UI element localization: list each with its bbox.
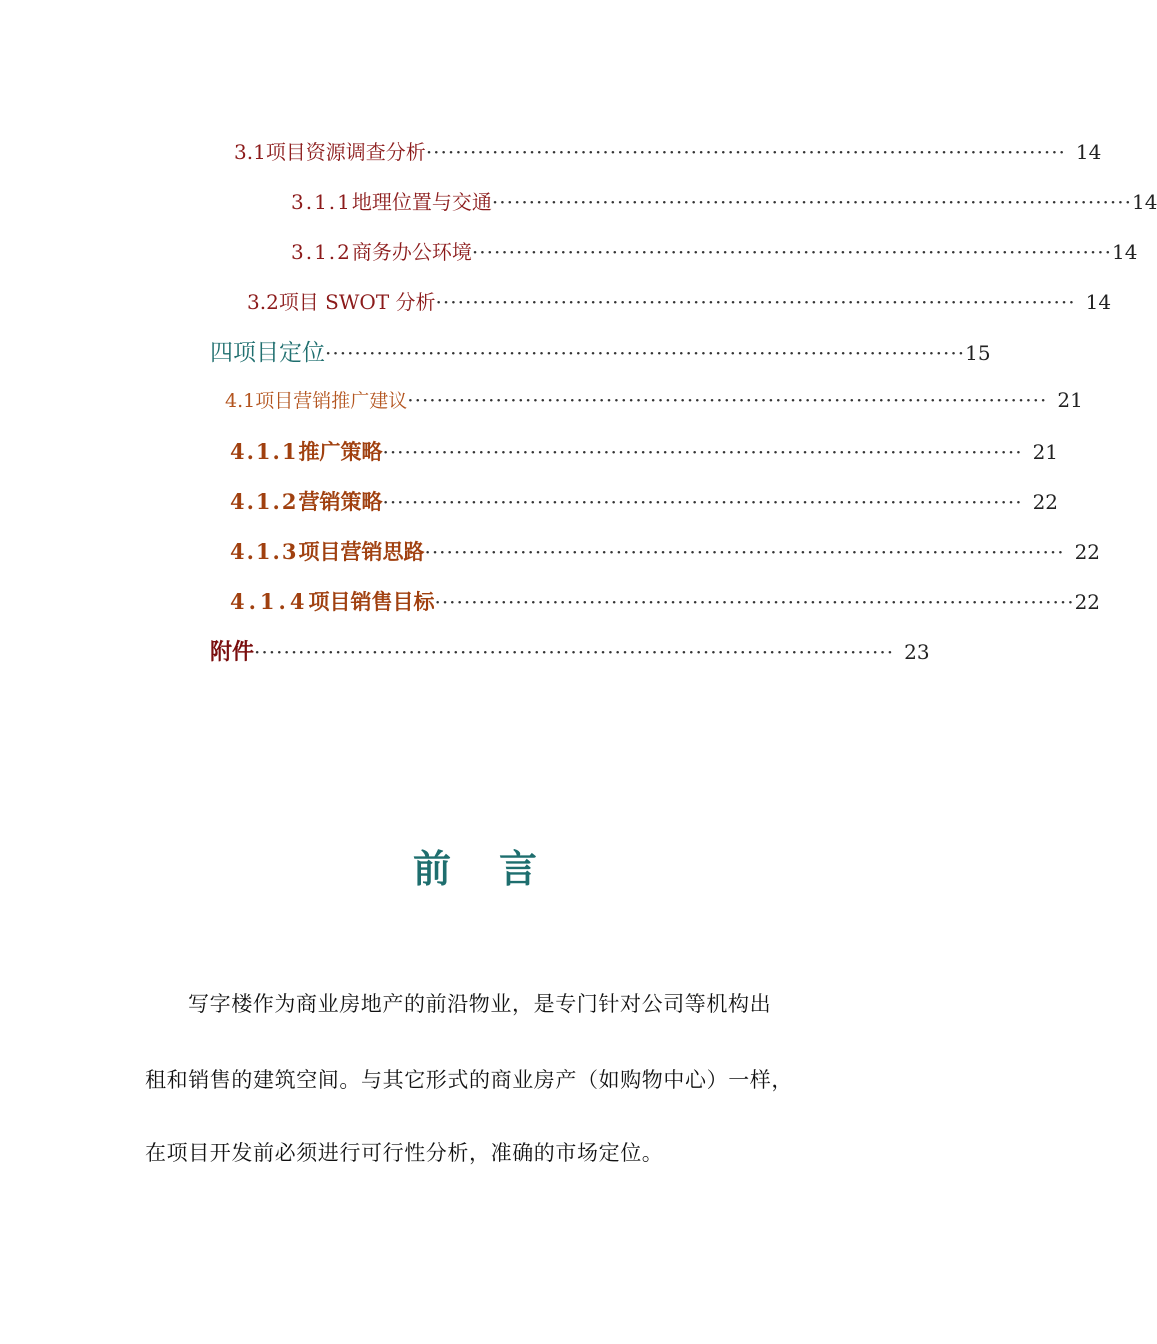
toc-title: 营销策略 [298, 489, 383, 514]
toc-leader: ······················································································· [471, 240, 1112, 264]
toc-number: 4.1.4 [230, 589, 309, 614]
toc-entry-4-1[interactable] [225, 386, 1083, 413]
toc-number: 4.1 [225, 390, 256, 412]
toc-leader: ······················································································· [325, 341, 966, 365]
toc-leader: ······················································································· [382, 440, 1023, 464]
preface-heading: 前言 [412, 846, 585, 891]
toc-entry-4-1-1[interactable] [230, 436, 1059, 466]
preface-line-2: 租和销售的建筑空间。与其它形式的商业房产（如购物中心）一样， [145, 1068, 793, 1092]
toc-leader: ······················································································· [491, 190, 1132, 214]
toc-page-number: 22 [1074, 590, 1101, 614]
toc-number: 3.1.2 [291, 240, 352, 264]
preface-line-3: 在项目开发前必须进行可行性分析，准确的市场定位。 [145, 1141, 664, 1165]
toc-title: 项目营销推广建议 [255, 390, 408, 412]
toc-entry-appendix[interactable] [210, 635, 930, 666]
toc-number: 四 [210, 340, 233, 366]
toc-title: 项目销售目标 [308, 589, 435, 614]
toc-number: 3.2 [247, 290, 279, 314]
toc-entry-3-2[interactable] [247, 286, 1112, 315]
toc-number: 3.1 [234, 140, 266, 164]
toc-title: 项目营销思路 [298, 539, 425, 564]
toc-page-number: 15 [965, 341, 991, 365]
toc-leader: ······················································································· [407, 388, 1048, 412]
toc-title: 项目定位 [233, 340, 325, 366]
toc-number: 4.1.1 [230, 439, 299, 464]
toc-page-number: 22 [1074, 540, 1101, 564]
toc-page-number: 21 [1057, 388, 1083, 412]
toc-entry-3-1-1[interactable] [291, 186, 1157, 215]
toc-leader: ······················································································· [254, 640, 895, 664]
toc-title: 地理位置与交通 [351, 190, 492, 214]
toc-leader: ······················································································· [382, 490, 1023, 514]
toc-leader: ······················································································· [425, 140, 1066, 164]
toc-leader: ······················································································· [434, 590, 1075, 614]
toc-page-number: 14 [1112, 240, 1138, 264]
toc-page-number: 14 [1085, 290, 1112, 314]
toc-entry-chapter-4[interactable] [210, 334, 991, 367]
toc-title: 商务办公环境 [351, 240, 472, 264]
toc-entry-4-1-3[interactable] [230, 536, 1101, 566]
toc-number: 4.1.2 [230, 489, 299, 514]
toc-title: 项目资源调查分析 [265, 140, 426, 164]
toc-leader: ······················································································· [435, 290, 1076, 314]
toc-title: 项目 SWOT 分析 [278, 290, 436, 314]
toc-title: 推广策略 [298, 439, 383, 464]
toc-page-number: 23 [904, 640, 930, 664]
toc-number: 3.1.1 [291, 190, 352, 214]
toc-page-number: 14 [1075, 140, 1102, 164]
toc-entry-4-1-2[interactable] [230, 486, 1059, 516]
toc-title: 件 [232, 639, 255, 665]
toc-entry-3-1-2[interactable] [291, 236, 1138, 265]
preface-line-1: 写字楼作为商业房地产的前沿物业，是专门针对公司等机构出 [188, 992, 772, 1016]
toc-page-number: 22 [1032, 490, 1059, 514]
toc-page-number: 21 [1032, 440, 1059, 464]
toc-page-number: 14 [1132, 190, 1157, 214]
toc-number: 4.1.3 [230, 539, 299, 564]
toc-entry-4-1-4[interactable] [230, 586, 1101, 616]
toc-entry-3-1[interactable] [234, 136, 1102, 165]
toc-number: 附 [210, 639, 233, 665]
toc-leader: ······················································································· [424, 540, 1065, 564]
